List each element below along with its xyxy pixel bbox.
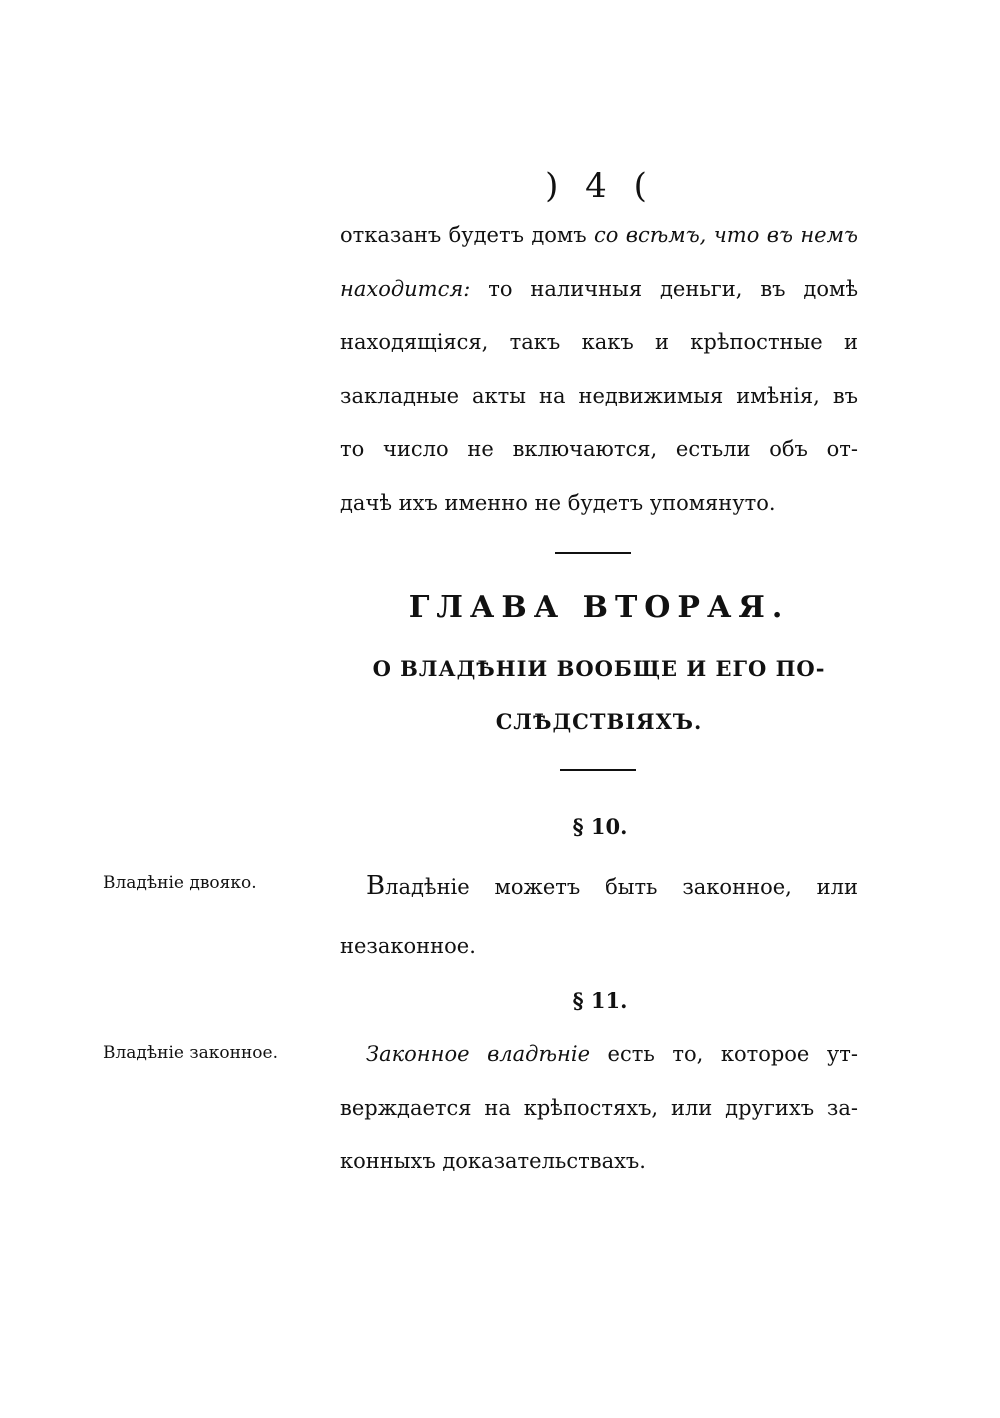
text-line	[366, 870, 858, 902]
italic-phrase: находится:	[340, 277, 471, 301]
margin-note: Владѣніе двояко.	[103, 873, 257, 893]
text-line: закладные акты на недвижимыя имѣнія, въ	[340, 384, 858, 408]
section-mark: § 11.	[572, 988, 628, 1013]
divider-rule	[560, 769, 636, 771]
chapter-subtitle: СЛѢДСТВІЯХЪ.	[495, 709, 703, 734]
text-segment: ладѣніе можетъ быть законное, или	[385, 875, 858, 899]
text-segment: то наличныя деньги, въ домѣ	[470, 277, 858, 301]
chapter-title: ГЛАВА ВТОРАЯ.	[408, 590, 790, 625]
margin-note: Владѣніе законное.	[103, 1043, 279, 1063]
italic-phrase: Законное владѣніе	[366, 1042, 590, 1066]
text-line	[340, 219, 858, 251]
initial-letter: В	[366, 871, 386, 901]
divider-rule	[555, 552, 631, 554]
text-line: конныхъ доказательствахъ.	[340, 1149, 646, 1173]
text-line	[340, 273, 858, 305]
text-line: дачѣ ихъ именно не будетъ упомянуто.	[340, 491, 776, 515]
italic-phrase: со всѣмъ, что въ немъ	[593, 223, 858, 247]
text-line: верждается на крѣпостяхъ, или другихъ за-	[340, 1096, 858, 1120]
text-line: находящіяся, такъ какъ и крѣпостные и	[340, 330, 858, 354]
text-line: незаконное.	[340, 934, 476, 958]
text-segment: отказанъ будетъ домъ	[340, 223, 594, 247]
text-line: то число не включаются, естьли объ от-	[340, 437, 858, 461]
section-mark: § 10.	[572, 814, 628, 839]
text-segment: есть то, которое ут-	[590, 1042, 858, 1066]
text-line	[366, 1038, 858, 1070]
page-number: ) 4 (	[545, 166, 655, 206]
chapter-subtitle: О ВЛАДѢНІИ ВООБЩЕ И ЕГО ПО-	[372, 656, 826, 681]
